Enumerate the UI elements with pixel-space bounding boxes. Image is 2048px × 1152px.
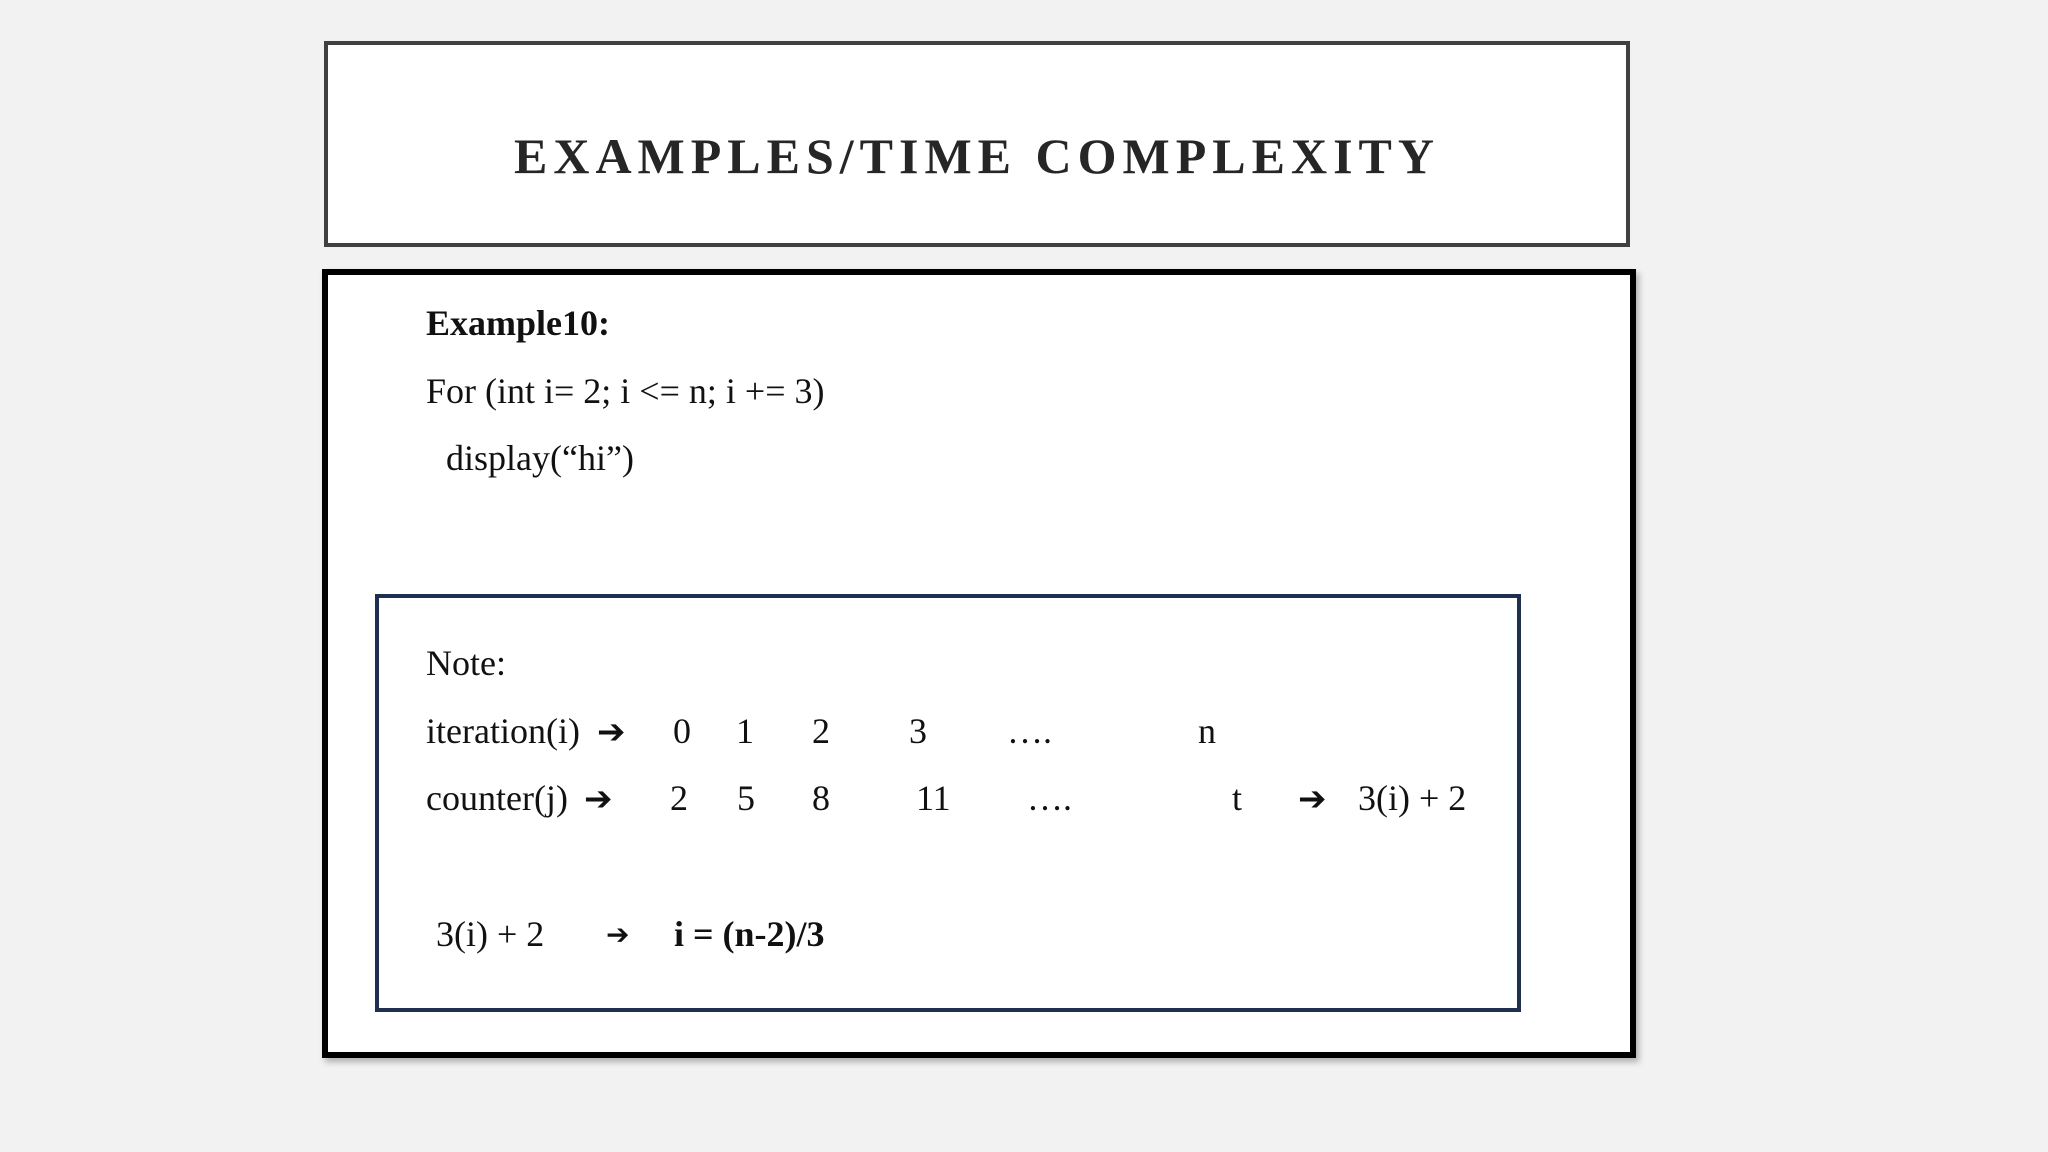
- equation-right: i = (n-2)/3: [674, 914, 825, 954]
- equation-left: 3(i) + 2: [436, 914, 545, 954]
- iteration-value: 0: [673, 711, 691, 751]
- iteration-value: 2: [812, 711, 830, 751]
- code-line-for-loop: For (int i= 2; i <= n; i += 3): [426, 371, 825, 411]
- counter-formula: 3(i) + 2: [1358, 778, 1467, 818]
- code-line-display: display(“hi”): [446, 438, 634, 478]
- counter-value: 8: [812, 778, 830, 818]
- counter-value: 5: [737, 778, 755, 818]
- title-box: [324, 41, 1630, 247]
- iteration-label: iteration(i): [426, 711, 580, 751]
- iteration-value: 1: [736, 711, 754, 751]
- note-heading: Note:: [426, 643, 506, 683]
- slide-title: EXAMPLES/TIME COMPLEXITY: [513, 128, 1440, 184]
- counter-value-t: t: [1232, 778, 1243, 818]
- iteration-value-n: n: [1198, 711, 1216, 751]
- counter-ellipsis: ….: [1027, 778, 1072, 818]
- iteration-ellipsis: ….: [1007, 711, 1052, 751]
- bold-right-arrow-icon: ➔: [597, 712, 626, 752]
- counter-value: 2: [670, 778, 688, 818]
- bold-right-arrow-icon: ➔: [584, 779, 613, 819]
- counter-label: counter(j): [426, 778, 568, 818]
- bold-right-arrow-icon: ➔: [1298, 779, 1327, 819]
- iteration-value: 3: [909, 711, 927, 751]
- example-heading: Example10:: [426, 303, 610, 343]
- counter-value: 11: [916, 778, 951, 818]
- bold-right-arrow-icon: ➔: [606, 918, 630, 951]
